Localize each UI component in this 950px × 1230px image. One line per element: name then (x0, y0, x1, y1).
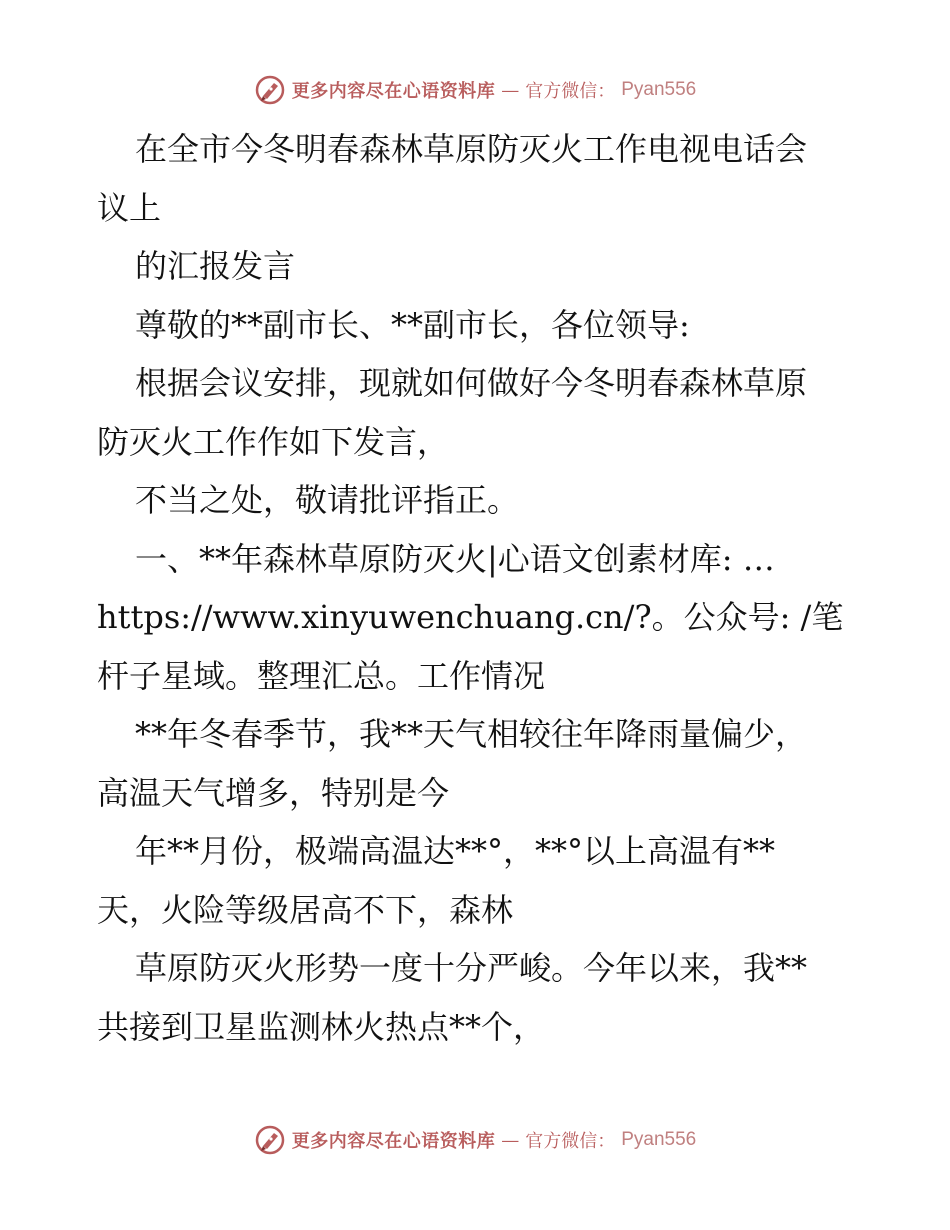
doc-line: 尊敬的**副市长、**副市长，各位领导: (135, 305, 690, 344)
doc-line: https://www.xinyuwenchuang.cn/?。公众号: /笔 (97, 598, 844, 636)
header-account-label: 官方微信： (525, 81, 616, 102)
doc-line: 防灭火工作作如下发言， (97, 422, 450, 461)
header-banner-dash: — (501, 79, 520, 101)
doc-line: 根据会议安排，现就如何做好今冬明春森林草原 (135, 364, 808, 402)
doc-line: 一、**年森林草原防灭火|心语文创素材库: … (135, 539, 775, 578)
pen-nib-logo-icon (254, 1124, 286, 1156)
pen-nib-logo-icon (254, 74, 286, 106)
doc-line: 杆子星域。整理汇总。工作情况 (97, 656, 546, 695)
doc-line: 议上 (97, 188, 162, 227)
footer-account-label: 官方微信： (525, 1131, 616, 1152)
footer-banner-text: 更多内容尽在心语资料库 (291, 1131, 496, 1152)
footer-banner (0, 1120, 950, 1160)
header-account-id: Pyan556 (621, 79, 697, 100)
doc-line: 共接到卫星监测林火热点**个， (97, 1007, 546, 1046)
doc-line: 不当之处，敬请批评指正。 (135, 481, 520, 519)
doc-line: 年**月份，极端高温达**°，**°以上高温有** (135, 832, 776, 870)
footer-banner-dash: — (501, 1129, 520, 1151)
header-banner-text: 更多内容尽在心语资料库 (291, 81, 496, 102)
doc-line: 草原防灭火形势一度十分严峻。今年以来，我** (135, 949, 808, 987)
doc-line: 在全市今冬明春森林草原防灭火工作电视电话会 (135, 130, 808, 168)
doc-line: 天，火险等级居高不下，森林 (97, 890, 514, 929)
doc-line: 高温天气增多，特别是今 (97, 773, 450, 812)
header-banner (0, 70, 950, 110)
document-body (97, 120, 857, 1056)
doc-line: 的汇报发言 (135, 247, 296, 285)
doc-line: **年冬春季节，我**天气相较往年降雨量偏少， (135, 715, 808, 753)
footer-account-id: Pyan556 (621, 1129, 697, 1150)
